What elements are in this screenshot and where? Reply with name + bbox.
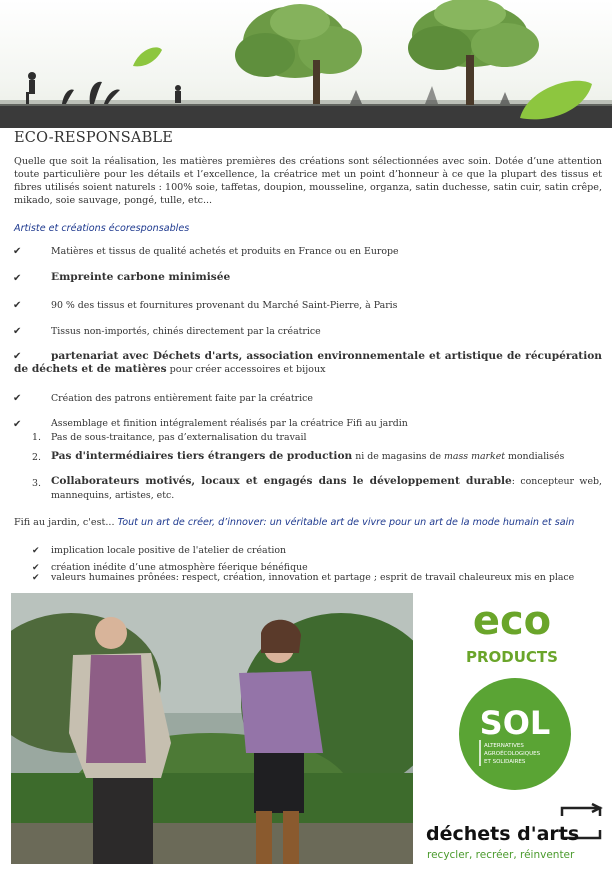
numbered-item [51,450,564,462]
section-heading: Artiste et créations écoresponsables [14,223,190,234]
fifi-statement [14,516,604,530]
check-icon: ✔ [32,563,40,573]
sub-list-item: implication locale positive de l'atelier de création [51,545,287,556]
check-icon: ✔ [13,326,22,337]
partner-rest: pour créer accessoires et bijoux [166,364,326,375]
sub-list-item: valeurs humaines prônées: respect, création, innovation et partage ; esprit de travail chaleureux mis en place [51,572,575,583]
sol-logo [454,676,576,791]
eco-products-logo [462,590,562,672]
list-number: 3. [32,478,41,489]
check-icon: ✔ [13,300,22,311]
partner-bold: partenariat avec Déchets d'arts, association environnementale et artistique de récupération de déchets et de matières [14,350,602,375]
fifi-handwritten: Tout un art de créer, d’innover: un véritable art de vivre pour un art de la mode humain et sain [117,517,575,528]
fifi-lead: Fifi au jardin, c'est... [14,517,118,528]
sol-logo-line: ET SOLIDAIRES [484,759,526,765]
tree-right [408,0,539,105]
sol-logo-text: SOL [479,704,551,742]
header-banner [0,0,612,128]
numbered-bold: Collaborateurs motivés, locaux et engagés dans le développement durable [51,475,512,487]
intro-paragraph: Quelle que soit la réalisation, les matières premières des créations sont sélectionnées avec soin. Dotée d’une attention toute particulière pour les détails et l’excellence, la créatrice met un point d’honneur à ce que la plupart des tissus et fibres utilisés soient naturels : 100% soie, taffetas, doupion, mousseline, organza, satin duchesse, satin cuir, satin crêpe, mikado, soie sauvage, pongé, tulle, etc... [14,156,602,206]
list-item: Création des patrons entièrement faite par la créatrice [51,393,313,404]
numbered-rest: mondialisés [505,451,565,462]
check-icon: ✔ [13,351,22,362]
dechets-tagline: recycler, recréer, réinventer [427,849,575,861]
numbered-item: Pas de sous-traitance, pas d’externalisation du travail [51,432,307,443]
sol-logo-line: ALTERNATIVES [484,743,524,749]
eco-logo-text: eco [472,598,552,644]
garden-photo [11,593,413,864]
sol-logo-line: AGROÉCOLOGIQUES [484,751,541,757]
list-number: 2. [32,452,41,463]
numbered-rest: : concepteur web, mannequins, artistes, etc. [51,476,602,501]
list-item: 90 % des tissus et fournitures provenant du Marché Saint-Pierre, à Paris [51,300,398,311]
check-icon: ✔ [13,273,22,284]
list-item: Tissus non-importés, chinés directement par la créatrice [51,326,321,337]
numbered-italic: mass market [444,451,506,462]
tree-left [235,4,362,104]
list-item: Assemblage et finition intégralement réalisés par la créatrice Fifi au jardin [51,418,408,429]
check-icon: ✔ [13,393,22,404]
numbered-bold: Pas d'intermédiaires tiers étrangers de production [51,450,353,462]
check-icon: ✔ [13,246,22,257]
eco-logo-subtext: PRODUCTS [466,648,558,666]
dechets-darts-logo [424,802,606,866]
garden-illustration [0,0,612,128]
sub-list-item: création inédite d’une atmosphère féerique bénéfique [51,562,308,573]
dechets-logo-text: déchets d'arts [426,823,580,845]
list-item: Matières et tissus de qualité achetés et produits en France ou en Europe [51,246,399,257]
numbered-rest: ni de magasins de [352,451,444,462]
check-icon: ✔ [32,573,40,583]
check-icon: ✔ [13,419,22,430]
list-number: 1. [32,432,41,443]
numbered-item [51,474,602,503]
page-title: ECO-RESPONSABLE [14,130,174,146]
list-item: Empreinte carbone minimisée [51,271,231,283]
check-icon: ✔ [32,546,40,556]
list-item-partner [14,350,602,376]
